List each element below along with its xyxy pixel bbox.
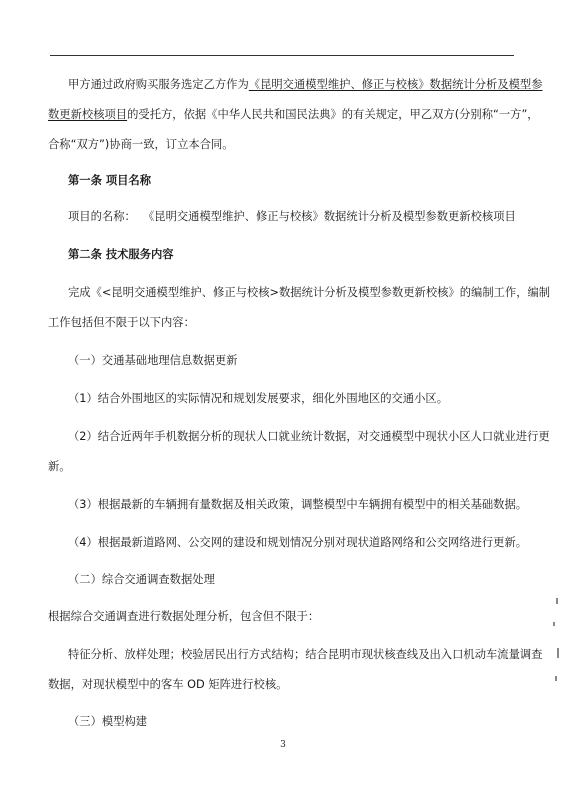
article-2-intro-line-2: 工作包括但不限于以下内容： xyxy=(48,316,195,329)
project-name-underlined: 《昆明交通模型维护、修正与校核》数据统计分析及模型参 xyxy=(248,78,543,91)
item-2-line-1: （2）结合近两年手机数据分析的现状人口就业统计数据，对交通模型中现状小区人口就业进行更 xyxy=(68,430,550,443)
page-number: 3 xyxy=(280,740,286,750)
intro-line-2 xyxy=(48,104,539,125)
intro-line-1 xyxy=(48,74,543,95)
section-2-body-line-2: 数据，对现状模型中的客车 OD 矩阵进行校核。 xyxy=(48,678,288,691)
item-1: （1）结合外围地区的实际情况和规划发展要求，细化外围地区的交通小区。 xyxy=(68,392,448,405)
section-2-body-line-1: 特征分析、放样处理；校验居民出行方式结构；结合昆明市现状核查线及出入口机动车流量调查 xyxy=(68,648,543,661)
article-1-heading: 第一条 项目名称 xyxy=(68,174,152,187)
project-name-line xyxy=(48,206,538,227)
project-name-label: 项目的名称： xyxy=(68,210,136,223)
scan-speck xyxy=(557,648,559,658)
project-name-value: 《昆明交通模型维护、修正与校核》数据统计分析及模型参数更新校核项目 xyxy=(142,210,516,223)
article-2-heading: 第二条 技术服务内容 xyxy=(68,248,174,261)
intro-text: 甲方通过政府购买服务选定乙方作为 xyxy=(68,78,249,91)
section-2-heading: （二）综合交通调查数据处理 xyxy=(68,573,215,586)
section-3-heading: （三）模型构建 xyxy=(68,715,148,728)
project-name-underlined-cont: 数更新校核项目 xyxy=(48,108,128,121)
intro-line-3: 合称“双方”)协商一致，订立本合同。 xyxy=(48,138,234,151)
article-2-intro-line-1: 完成《<昆明交通模型维护、修正与校核>数据统计分析及模型参数更新校核》的编制工作，编制 xyxy=(68,286,551,299)
section-1-heading: （一）交通基础地理信息数据更新 xyxy=(68,354,238,367)
item-2-line-2: 新。 xyxy=(48,460,71,473)
header-rule xyxy=(50,55,514,56)
intro-text-cont: 的受托方，依据《中华人民共和国民法典》的有关规定，甲乙双方(分别称“一方”， xyxy=(127,108,539,121)
item-3: （3）根据最新的车辆拥有量数据及相关政策，调整模型中车辆拥有模型中的相关基础数据。 xyxy=(68,498,528,511)
item-4: （4）根据最新道路网、公交网的建设和规划情况分别对现状道路网络和公交网络进行更新。 xyxy=(68,536,528,549)
section-2-intro: 根据综合交通调查进行数据处理分析，包含但不限于： xyxy=(48,610,320,623)
scan-speck xyxy=(556,598,558,604)
scan-speck xyxy=(553,622,555,626)
scan-speck xyxy=(555,676,557,681)
